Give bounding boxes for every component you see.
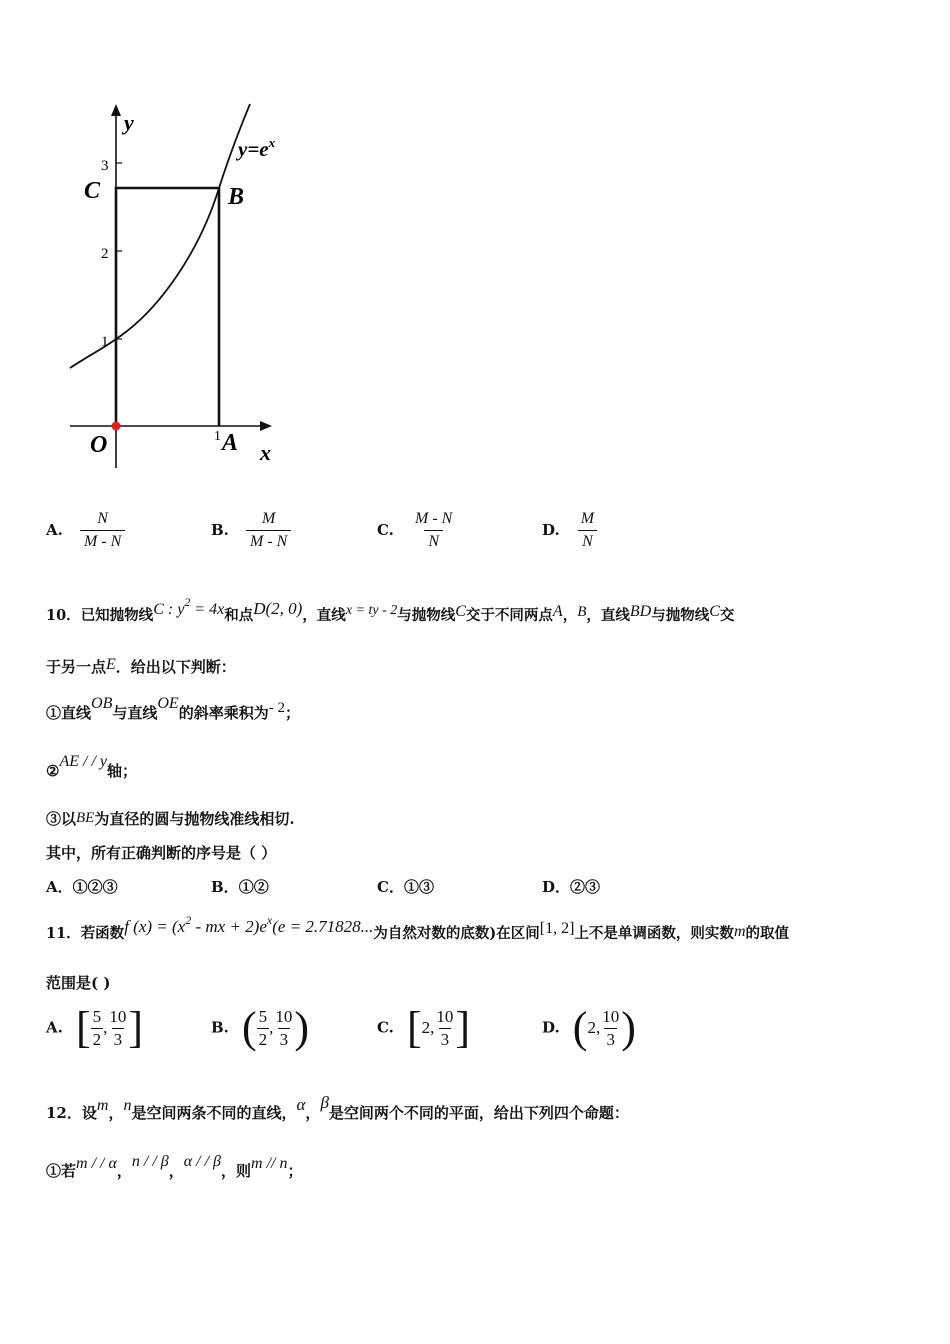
q11-stem-line1: 11．若函数f $(x) = (x^2$ - mx + $2)e^x(e = 2.71828$...为自然对数的底数)在区间[1, 2]上不是单调函数，则实数m的取值	[46, 913, 789, 942]
axis-x-label: x	[260, 440, 271, 465]
q9-option-c[interactable]: C. $\frac{M - N}{N}$	[377, 510, 453, 550]
origin-dot	[112, 422, 121, 431]
tick-x1-label: 1	[214, 429, 221, 444]
q11-option-d[interactable]: D. (2, $\frac{10}{3}$ )	[542, 1003, 636, 1052]
curve-label: $y=e^x$	[238, 135, 276, 161]
q11-option-b[interactable]: B. ( $\frac{5}{2}$ , $\frac{10}{3}$ )	[211, 1003, 310, 1052]
q11-option-a[interactable]: A. [ $\frac{5}{2}$ , $\frac{10}{3}$ ]	[46, 1003, 144, 1052]
q9-option-a[interactable]: A. $\frac{N}{M - N}$	[46, 510, 125, 551]
q10-option-c[interactable]: C．①③	[377, 878, 434, 896]
q10-option-b[interactable]: B．①②	[211, 878, 269, 896]
q11-option-c[interactable]: C. [2, $\frac{10}{3}$ ]	[377, 1003, 471, 1052]
q10-judgement-3: ③以BE为直径的圆与抛物线准线相切.	[46, 810, 295, 828]
rectangle-oabc	[116, 188, 219, 426]
q10-stem-line1: 10．已知抛物线C : $y^2 = 4x$和点D(2, 0)，直线x = ty - 2与抛物线C交于不同两点A，B，直线BD与抛物线C交	[46, 595, 735, 624]
tick-3-label: 3	[101, 158, 109, 174]
tick-2-label: 2	[101, 246, 109, 262]
q9-option-b[interactable]: B. $\frac{M}{M - N}$	[211, 510, 291, 551]
q10-judgement-2: ②AE / / y轴；	[46, 753, 138, 780]
axis-y-label: y	[124, 110, 134, 135]
exponential-figure	[60, 100, 310, 480]
tick-1-label: 1	[101, 334, 109, 350]
exp-curve	[70, 104, 250, 368]
x-axis-arrow	[260, 421, 272, 431]
q12-proposition-1: ①若m / / α，n / / β，α / / β，则m // n；	[46, 1153, 303, 1180]
point-o-label: O	[90, 432, 108, 458]
q10-judgement-1: ①直线OB与直线OE的斜率乘积为- 2；	[46, 695, 300, 722]
q10-ask: 其中，所有正确判断的序号是（ ）	[46, 844, 277, 862]
q10-option-d[interactable]: D．②③	[542, 878, 601, 896]
y-axis-arrow	[111, 104, 121, 116]
q10-option-a[interactable]: A．①②③	[46, 878, 118, 896]
q10-stem-line2: 于另一点E．给出以下判断：	[46, 656, 236, 676]
point-a-label: A	[222, 430, 239, 456]
q9-option-d[interactable]: D. $\frac{M}{N}$	[542, 510, 598, 551]
q12-stem: 12．设m，n是空间两条不同的直线，α，β是空间两个不同的平面，给出下列四个命题：	[46, 1093, 629, 1122]
point-c-label: C	[84, 178, 101, 204]
point-b-label: B	[228, 184, 245, 210]
q11-stem-line2: 范围是( )	[46, 974, 111, 992]
